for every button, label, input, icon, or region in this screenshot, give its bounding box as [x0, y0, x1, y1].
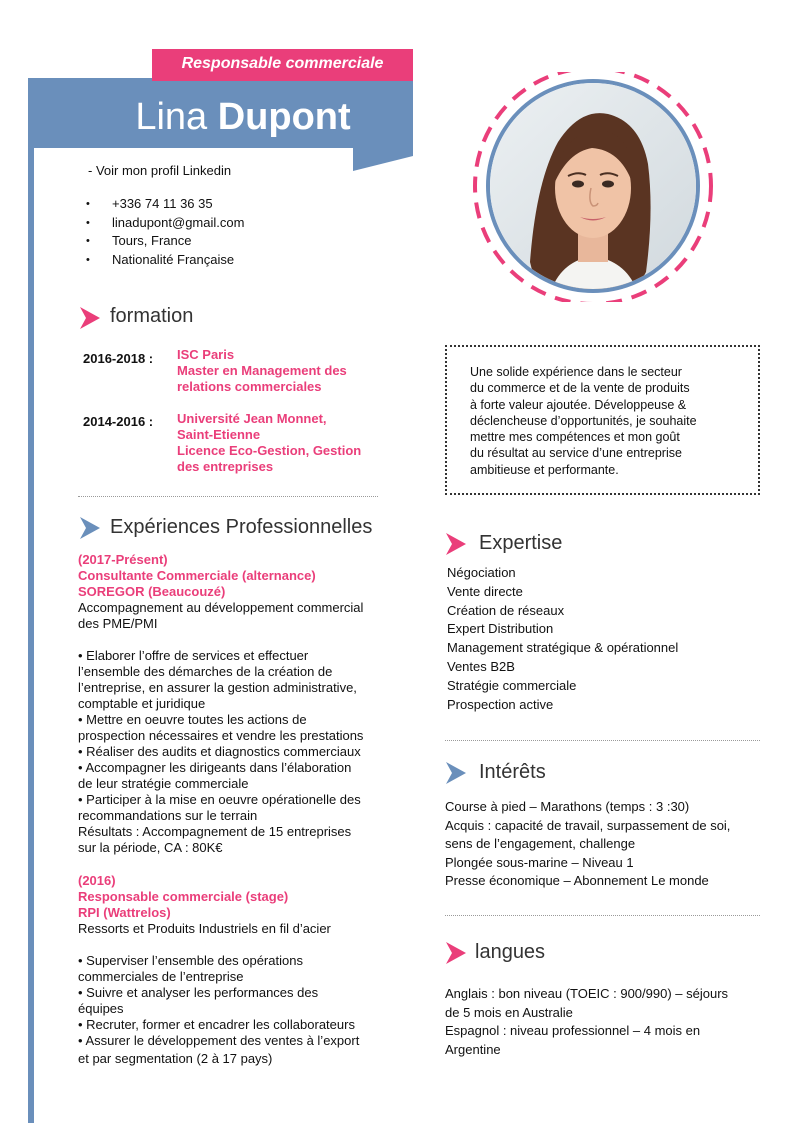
experience-1 — [78, 552, 388, 856]
job-description: Accompagnement au développement commercial — [78, 600, 364, 615]
divider — [445, 915, 760, 916]
formation-years-2: 2014-2016 : — [83, 414, 154, 429]
expertise-item: Management stratégique & opérationnel — [447, 640, 679, 656]
formation-entry-2 — [177, 411, 377, 475]
task-line: de leur stratégie commerciale — [78, 776, 249, 791]
summary-line: mettre mes compétences et mon goût — [470, 430, 680, 445]
job-role: Responsable commerciale (stage) — [78, 889, 289, 904]
degree-line: des entreprises — [177, 459, 274, 474]
expertise-list — [447, 564, 678, 714]
job-role: Consultante Commerciale (alternance) — [78, 568, 316, 583]
left-accent-bar — [28, 78, 34, 1123]
formation-entry-1 — [177, 347, 377, 395]
profile-photo — [470, 72, 716, 302]
interets-list — [445, 798, 760, 891]
job-description: Ressorts et Produits Industriels en fil d’acier — [78, 921, 331, 936]
language-line: de 5 mois en Australie — [445, 1004, 573, 1020]
summary-line: ambitieuse et performante. — [470, 462, 619, 477]
task-line: comptable et juridique — [78, 696, 206, 711]
email[interactable]: • linadupont@gmail.com — [86, 214, 244, 233]
language-line: Argentine — [445, 1041, 501, 1057]
last-name: Dupont — [217, 96, 351, 138]
task-line: prospection nécessaires et vendre les prestations — [78, 728, 364, 743]
job-title-badge: Responsable commerciale — [152, 49, 413, 81]
degree-line: Licence Eco-Gestion, Gestion — [177, 443, 362, 458]
task-line: • Participer à la mise en oeuvre opérationelle des — [78, 792, 361, 807]
job-period: (2016) — [78, 873, 116, 888]
langues-list — [445, 985, 760, 1059]
expertise-item: Stratégie commerciale — [447, 677, 577, 693]
expertise-item: Vente directe — [447, 583, 523, 599]
summary-line: à forte valeur ajoutée. Développeuse & — [470, 397, 687, 412]
summary-line: du commerce et de la vente de produits — [470, 381, 690, 396]
expertise-item: Ventes B2B — [447, 658, 515, 674]
language-line: Anglais : bon niveau (TOEIC : 900/990) – séjours — [445, 986, 729, 1001]
summary-line: Une solide expérience dans le secteur — [470, 365, 682, 379]
task-line: • Superviser l’ensemble des opérations — [78, 953, 303, 968]
experience-2 — [78, 873, 388, 1067]
summary-text — [470, 364, 740, 478]
school-name: Saint-Etienne — [177, 427, 261, 442]
formation-chevron-icon — [80, 307, 100, 329]
expertise-item: Création de réseaux — [447, 602, 565, 618]
task-line: • Mettre en oeuvre toutes les actions de — [78, 712, 307, 727]
experiences-chevron-icon — [80, 517, 100, 539]
langues-title: langues — [475, 941, 546, 963]
task-line: recommandations sur le terrain — [78, 808, 258, 823]
school-name: Université Jean Monnet, — [177, 411, 327, 426]
interest-line: Course à pied – Marathons (temps : 3 :30) — [445, 799, 690, 814]
interest-line: Presse économique – Abonnement Le monde — [445, 873, 709, 888]
expertise-item: Expert Distribution — [447, 621, 554, 637]
expertise-item: Négociation — [447, 565, 516, 580]
task-line: sur la période, CA : 80K€ — [78, 840, 223, 855]
task-line: • Recruter, former et encadrer les collaborateurs — [78, 1017, 355, 1032]
divider — [445, 740, 760, 741]
task-line: • Assurer le développement des ventes à l’export — [78, 1033, 360, 1048]
language-line: Espagnol : niveau professionnel – 4 mois en — [445, 1023, 701, 1038]
expertise-item: Prospection active — [447, 696, 554, 712]
task-line: et par segmentation (2 à 17 pays) — [78, 1051, 273, 1066]
degree-line: Master en Management des — [177, 363, 347, 378]
formation-years-1: 2016-2018 : — [83, 351, 154, 366]
formation-title: formation — [110, 305, 194, 327]
phone: • +336 74 11 36 35 — [86, 195, 244, 214]
task-line: • Accompagner les dirigeants dans l’élaboration — [78, 760, 352, 775]
job-description: des PME/PMI — [78, 616, 158, 631]
job-company: RPI (Wattrelos) — [78, 905, 171, 920]
task-line: • Elaborer l’offre de services et effectuer — [78, 648, 309, 663]
summary-line: déclencheuse d’opportunités, je souhaite — [470, 413, 697, 428]
degree-line: relations commerciales — [177, 379, 322, 394]
task-line: • Suivre et analyser les performances des — [78, 985, 319, 1000]
interest-line: Acquis : capacité de travail, surpassement de soi, — [445, 817, 731, 833]
task-line: équipes — [78, 1001, 124, 1016]
contact-list — [86, 195, 244, 270]
job-company: SOREGOR (Beaucouzé) — [78, 584, 226, 599]
task-line: commerciales de l’entreprise — [78, 969, 244, 984]
location: • Tours, France — [86, 232, 244, 251]
divider — [78, 496, 378, 497]
task-line: l’entreprise, en assurer la gestion administrative, — [78, 680, 357, 695]
school-name: ISC Paris — [177, 347, 235, 362]
expertise-title: Expertise — [479, 532, 563, 554]
interest-line: Plongée sous-marine – Niveau 1 — [445, 854, 634, 870]
first-name: Lina — [135, 96, 208, 138]
interest-line: sens de l’engagement, challenge — [445, 836, 636, 851]
summary-line: du résultat au service d’une entreprise — [470, 446, 682, 461]
candidate-name — [88, 94, 398, 140]
linkedin-link[interactable]: - Voir mon profil Linkedin — [88, 163, 232, 178]
expertise-chevron-icon — [446, 533, 466, 555]
task-line: l’ensemble des démarches de la création de — [78, 664, 333, 679]
task-line: Résultats : Accompagnement de 15 entreprises — [78, 824, 352, 839]
experiences-title: Expériences Professionnelles — [110, 516, 373, 538]
job-period: (2017-Présent) — [78, 552, 168, 567]
task-line: • Réaliser des audits et diagnostics commerciaux — [78, 744, 361, 759]
nationality: • Nationalité Française — [86, 251, 244, 270]
interets-chevron-icon — [446, 762, 466, 784]
langues-chevron-icon — [446, 942, 466, 964]
interets-title: Intérêts — [479, 761, 546, 783]
